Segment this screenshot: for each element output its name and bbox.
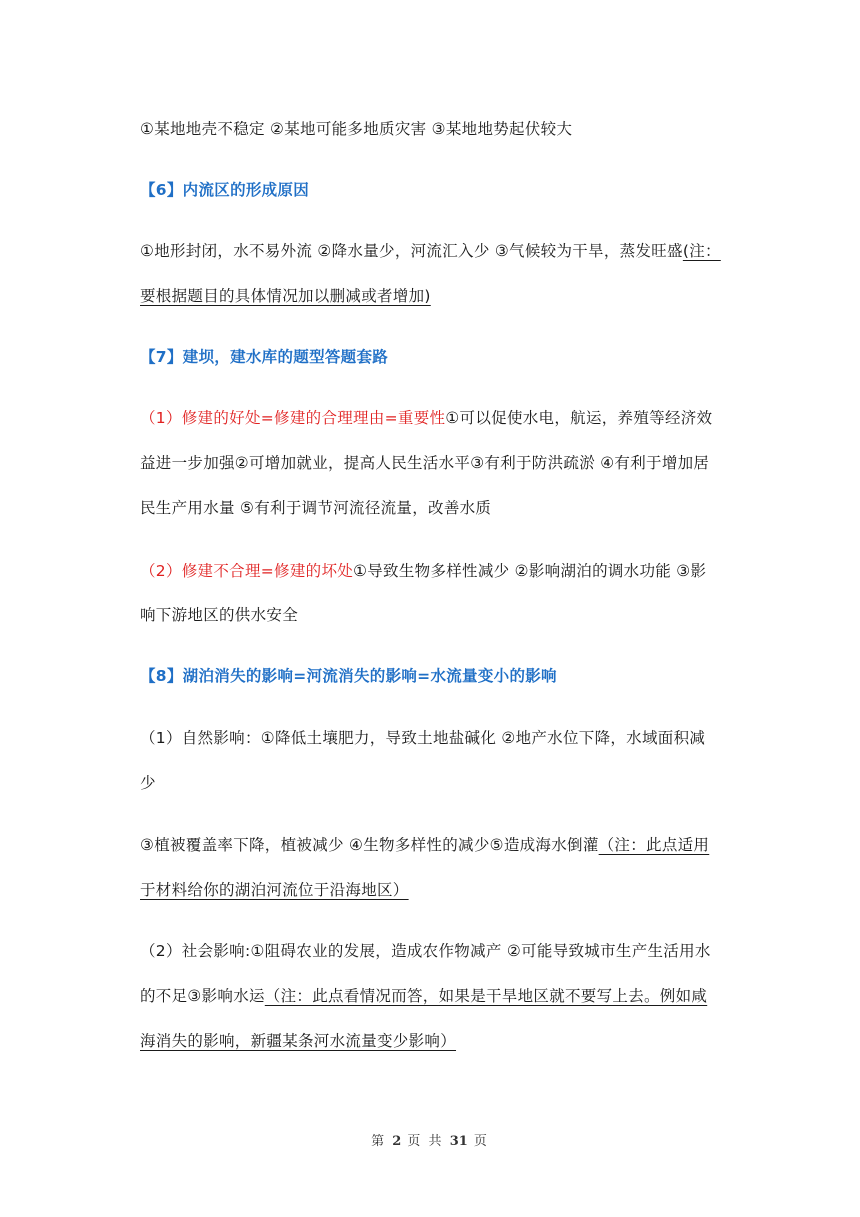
paragraph-social-impact-line1: （2）社会影响:①阻碍农业的发展，造成农作物减产 ②可能导致城市生产生活用水 (140, 942, 711, 960)
section-heading-6: 【6】内流区的形成原因 (140, 181, 310, 199)
note-text: 海消失的影响，新疆某条河水流量变少影响） (140, 1032, 457, 1050)
paragraph-dam-harms-line2: 响下游地区的供水安全 (140, 606, 299, 624)
paragraph-vegetation-line1 (140, 834, 709, 856)
note-start: （注：此点看情况而答，如果是干旱地区就不要写上去。例如咸 (264, 987, 708, 1005)
dam-harms-label: （2）修建不合理=修建的坏处 (140, 562, 354, 580)
paragraph-dam-harms-line1 (140, 560, 706, 582)
paragraph-geo-instability: ①某地地壳不稳定 ②某地可能多地质灾害 ③某地地势起伏较大 (140, 120, 573, 138)
dam-harms-text: ①导致生物多样性减少 ②影响湖泊的调水功能 ③影 (353, 562, 707, 580)
social-impact-text: 的不足③影响水运 (140, 987, 265, 1005)
paragraph-inland-basin-line1 (140, 240, 721, 262)
note-start: (注： (682, 242, 721, 260)
dam-benefits-text: ①可以促使水电，航运，养殖等经济效 (445, 409, 713, 427)
total-page-count: 31 (449, 1134, 468, 1149)
paragraph-natural-impact-line1: （1）自然影响：①降低土壤肥力，导致土地盐碱化 ②地产水位下降，水域面积减 (140, 729, 706, 747)
paragraph-dam-benefits-line2: 益进一步加强②可增加就业，提高人民生活水平③有利于防洪疏淤 ④有利于增加居 (140, 454, 710, 472)
note-text: 于材料给你的湖泊河流位于沿海地区） (140, 881, 409, 899)
paragraph-social-impact-line3 (140, 1030, 456, 1052)
inland-basin-causes: ①地形封闭，水不易外流 ②降水量少，河流汇入少 ③气候较为干旱，蒸发旺盛 (140, 242, 683, 260)
dam-benefits-label: （1）修建的好处=修建的合理理由=重要性 (140, 409, 446, 427)
section-heading-8: 【8】湖泊消失的影响=河流消失的影响=水流量变小的影响 (140, 667, 557, 685)
note-start: （注：此点适用 (598, 836, 710, 854)
paragraph-dam-benefits-line1 (140, 407, 712, 429)
paragraph-inland-basin-line2 (140, 285, 431, 307)
footer-suffix: 页 (473, 1134, 489, 1149)
paragraph-vegetation-line2 (140, 879, 409, 901)
paragraph-social-impact-line2 (140, 985, 707, 1007)
paragraph-dam-benefits-line3: 民生产用水量 ⑤有利于调节河流径流量，改善水质 (140, 499, 492, 517)
vegetation-text: ③植被覆盖率下降，植被减少 ④生物多样性的减少⑤造成海水倒灌 (140, 836, 599, 854)
current-page-number: 2 (392, 1134, 402, 1149)
page-footer (0, 1130, 860, 1149)
note-text: 要根据题目的具体情况加以删减或者增加) (140, 287, 431, 305)
paragraph-natural-impact-line2: 少 (140, 774, 156, 792)
footer-prefix: 第 (371, 1134, 387, 1149)
footer-middle: 页 共 (407, 1134, 444, 1149)
section-heading-7: 【7】建坝，建水库的题型答题套路 (140, 348, 389, 366)
